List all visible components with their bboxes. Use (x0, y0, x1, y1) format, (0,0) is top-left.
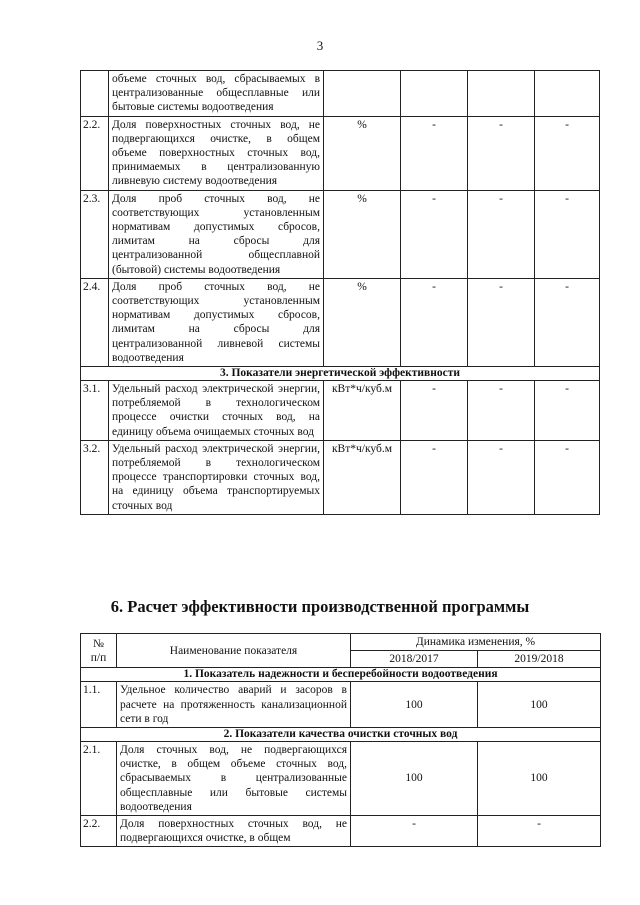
unit: % (324, 190, 401, 278)
section-heading: 6. Расчет эффективности производственной программы (110, 597, 530, 616)
indicator-name: Удельный расход электрической энергии, потребляемой в технологическом процессе очистки сточных вод, на единицу объема очищаемых сточных вод (109, 381, 324, 441)
section-header-row (81, 668, 601, 682)
indicator-name: Доля поверхностных сточных вод, не подвергающихся очистке, в общем объеме поверхностных сточных вод, принимаемых в централизованную ливневую систему водоотведения (109, 116, 324, 190)
row-number: 2.2. (81, 116, 109, 190)
page-number: 3 (316, 38, 324, 53)
row-number: 2.3. (81, 190, 109, 278)
value-cell (535, 71, 600, 117)
value-cell: - (535, 278, 600, 366)
table-row (81, 742, 601, 816)
table-row (81, 440, 600, 514)
value-cell: - (401, 190, 468, 278)
value-cell: - (401, 116, 468, 190)
section-header-row (81, 728, 601, 742)
column-header-year: 2019/2018 (478, 651, 601, 668)
row-number: 2.1. (81, 742, 117, 816)
value-cell: - (478, 816, 601, 847)
value-cell: - (468, 190, 535, 278)
value-cell: - (401, 381, 468, 441)
value-cell: - (401, 278, 468, 366)
value-cell: - (535, 440, 600, 514)
value-cell (468, 71, 535, 117)
row-number: 1.1. (81, 682, 117, 728)
value-cell: - (535, 116, 600, 190)
value-cell: 100 (478, 682, 601, 728)
table-row (81, 816, 601, 847)
unit: кВт*ч/куб.м (324, 381, 401, 441)
value-cell: - (468, 440, 535, 514)
value-cell: - (468, 116, 535, 190)
row-number: 3.2. (81, 440, 109, 514)
value-cell: - (468, 278, 535, 366)
table-row (81, 381, 600, 441)
column-header-name: Наименование показателя (117, 634, 351, 668)
unit: % (324, 116, 401, 190)
table-row (81, 190, 600, 278)
table-row (81, 278, 600, 366)
table-row (81, 116, 600, 190)
value-cell: - (535, 381, 600, 441)
value-cell: - (401, 440, 468, 514)
row-number: 3.1. (81, 381, 109, 441)
value-cell: - (535, 190, 600, 278)
value-cell: - (468, 381, 535, 441)
value-cell: 100 (478, 742, 601, 816)
value-cell: 100 (351, 682, 478, 728)
unit: кВт*ч/куб.м (324, 440, 401, 514)
section-title: 3. Показатели энергетической эффективности (81, 367, 600, 381)
row-number (81, 71, 109, 117)
column-header-number (81, 634, 117, 668)
value-cell: - (351, 816, 478, 847)
table-row (81, 682, 601, 728)
number-sign: № (93, 637, 104, 650)
efficiency-table (80, 633, 601, 847)
indicator-name: Удельное количество аварий и засоров в расчете на протяженность канализационной сети в год (117, 682, 351, 728)
unit (324, 71, 401, 117)
value-cell (401, 71, 468, 117)
row-number: 2.2. (81, 816, 117, 847)
section-title: 2. Показатели качества очистки сточных вод (81, 728, 601, 742)
value-cell: 100 (351, 742, 478, 816)
indicators-table (80, 70, 600, 515)
indicator-name: Доля поверхностных сточных вод, не подвергающихся очистке, в общем (117, 816, 351, 847)
column-header-dynamics: Динамика изменения, % (351, 634, 601, 651)
indicator-name: Доля проб сточных вод, не соответствующих установленным нормативам допустимых сбросов, лимитам на сбросы для централизованной общесплавной (бытовой) системы водоотведения (109, 190, 324, 278)
indicator-name: Удельный расход электрической энергии, потребляемой в технологическом процессе транспортировки сточных вод, на единицу объема транспортируемых сточных вод (109, 440, 324, 514)
section-header-row (81, 367, 600, 381)
indicator-name: Доля сточных вод, не подвергающихся очистке, в общем объеме сточных вод, сбрасываемых в централизованные общесплавные или бытовые системы водоотведения (117, 742, 351, 816)
header-row (81, 634, 601, 651)
row-number: 2.4. (81, 278, 109, 366)
section-title: 1. Показатель надежности и бесперебойности водоотведения (81, 668, 601, 682)
unit: % (324, 278, 401, 366)
column-header-year: 2018/2017 (351, 651, 478, 668)
number-abbr: п/п (90, 651, 107, 664)
indicator-name: Доля проб сточных вод, не соответствующих установленным нормативам допустимых сбросов, лимитам на сбросы для централизованной ливневой системы водоотведения (109, 278, 324, 366)
table-row (81, 71, 600, 117)
indicator-name: объеме сточных вод, сбрасываемых в централизованные общесплавные или бытовые системы водоотведения (109, 71, 324, 117)
